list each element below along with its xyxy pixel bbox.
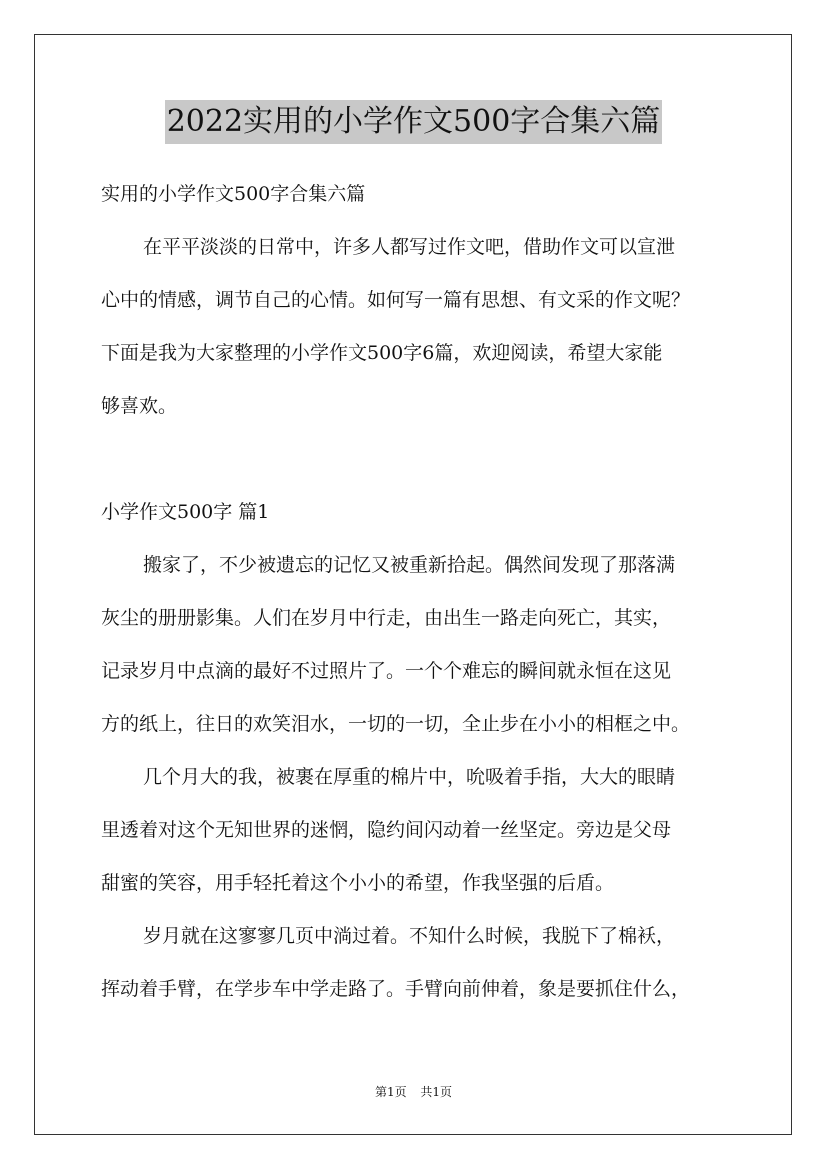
paragraph-line: 灰尘的册册影集。人们在岁月中行走，由出生一路走向死亡，其实，: [101, 607, 672, 629]
intro-line: 在平平淡淡的日常中，许多人都写过作文吧，借助作文可以宣泄: [143, 236, 676, 258]
paragraph-line: 几个月大的我，被裹在厚重的棉片中，吮吸着手指，大大的眼睛: [143, 766, 676, 788]
paragraph-line: 搬家了，不少被遗忘的记忆又被重新拾起。偶然间发现了那落满: [143, 554, 676, 576]
intro-line: 够喜欢。: [101, 395, 178, 417]
document-subtitle: 实用的小学作文500字合集六篇: [101, 183, 366, 205]
paragraph-line: 方的纸上，往日的欢笑泪水，一切的一切，全止步在小小的相框之中。: [101, 713, 691, 735]
paragraph-line: 甜蜜的笑容，用手轻托着这个小小的希望，作我坚强的后盾。: [101, 872, 615, 894]
paragraph-line: 里透着对这个无知世界的迷惘，隐约间闪动着一丝坚定。旁边是父母: [101, 819, 672, 841]
intro-line: 心中的情感，调节自己的心情。如何写一篇有思想、有文采的作文呢？: [101, 289, 691, 311]
title-container: [0, 100, 827, 144]
page-total: 共1页: [420, 1085, 453, 1099]
spacer: [101, 433, 741, 486]
paragraph-line: 岁月就在这寥寥几页中淌过着。不知什么时候，我脱下了棉袄，: [143, 925, 676, 947]
intro-line: 下面是我为大家整理的小学作文500字6篇，欢迎阅读，希望大家能: [101, 342, 663, 364]
page-number: 第1页: [374, 1085, 407, 1099]
page-footer: [0, 1084, 827, 1100]
paragraph-line: 记录岁月中点滴的最好不过照片了。一个个难忘的瞬间就永恒在这见: [101, 660, 672, 682]
paragraph-line: 挥动着手臂，在学步车中学走路了。手臂向前伸着，象是要抓住什么，: [101, 978, 691, 1000]
section-heading: 小学作文500字 篇1: [101, 501, 270, 523]
document-title: 2022实用的小学作文500字合集六篇: [165, 100, 663, 144]
document-body: [101, 168, 741, 1016]
